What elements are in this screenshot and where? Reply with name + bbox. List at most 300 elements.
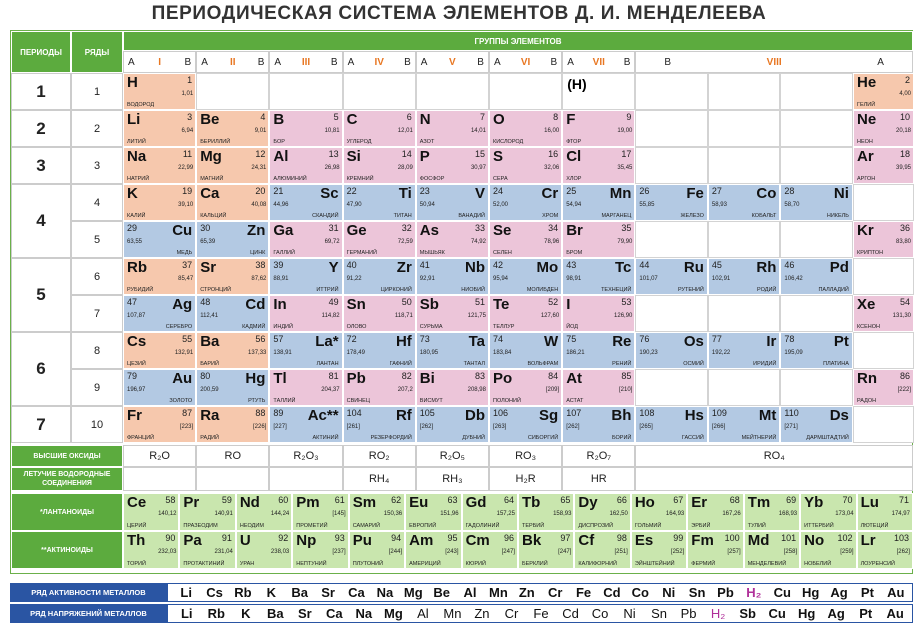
- element-cell[interactable]: [405, 493, 461, 531]
- element-name: АСТАТ: [566, 398, 584, 404]
- element-cell[interactable]: [708, 406, 781, 443]
- atomic-mass: [259]: [840, 549, 854, 555]
- subgroup-label: II: [230, 56, 236, 68]
- subgroup-label: B: [257, 56, 265, 68]
- element-symbol: Lu: [860, 494, 879, 511]
- element-cell[interactable]: [405, 531, 461, 569]
- element-cell[interactable]: [574, 493, 630, 531]
- element-name: ЛЮТЕЦИЙ: [860, 523, 889, 529]
- subgroup-label: I: [158, 56, 161, 68]
- element-cell[interactable]: [635, 258, 708, 295]
- element-cell[interactable]: [236, 493, 292, 531]
- atomic-mass: [257]: [727, 549, 741, 555]
- element-name: ТЕРБИЙ: [522, 523, 545, 529]
- atomic-number: 39: [273, 260, 284, 270]
- element-name: ГАССИЙ: [681, 435, 704, 441]
- element-cell[interactable]: [489, 110, 562, 147]
- atomic-number: 13: [328, 149, 339, 159]
- periodic-table: [10, 30, 913, 574]
- element-symbol: Kr: [857, 222, 874, 239]
- element-symbol: Tb: [522, 494, 541, 511]
- element-name: ГЕЛИЙ: [857, 102, 876, 108]
- subgroup-header: [416, 51, 489, 73]
- element-cell[interactable]: [489, 221, 562, 258]
- atomic-mass: [262]: [419, 424, 434, 430]
- element-cell[interactable]: [269, 147, 342, 184]
- element-name: ТУЛИЙ: [747, 523, 766, 529]
- element-symbol: F: [566, 111, 576, 128]
- atomic-number: 58: [165, 495, 176, 505]
- atomic-number: 51: [474, 297, 485, 307]
- atomic-mass: 196,97: [127, 387, 146, 393]
- element-symbol: Th: [127, 532, 146, 549]
- element-symbol: As: [419, 222, 439, 239]
- atomic-mass: 10,81: [324, 128, 340, 134]
- element-cell[interactable]: [349, 531, 405, 569]
- row-number: 10: [71, 406, 123, 443]
- element-name: УРАН: [239, 561, 255, 567]
- element-cell[interactable]: [196, 332, 269, 369]
- atomic-mass: 186,21: [566, 350, 585, 356]
- atomic-number: 67: [673, 495, 684, 505]
- element-cell[interactable]: [800, 531, 856, 569]
- hydride-cell: [269, 467, 342, 491]
- element-symbol: Ga: [273, 222, 294, 239]
- atomic-mass: 162,50: [609, 511, 628, 517]
- atomic-number: 81: [328, 371, 339, 381]
- element-name: ИНДИЙ: [273, 324, 293, 330]
- element-cell[interactable]: [269, 332, 342, 369]
- subgroup-header: [196, 51, 269, 73]
- element-cell[interactable]: [123, 221, 196, 258]
- element-symbol: Md: [747, 532, 770, 549]
- element-cell[interactable]: [853, 147, 914, 184]
- element-symbol: W: [544, 333, 559, 350]
- element-cell[interactable]: [687, 493, 743, 531]
- atomic-mass: 102,91: [711, 276, 731, 282]
- voltage-symbol: Sr: [297, 606, 312, 621]
- element-name: СУРЬМА: [419, 324, 443, 330]
- atomic-mass: 98,91: [566, 276, 582, 282]
- element-cell[interactable]: [343, 221, 416, 258]
- element-cell[interactable]: [416, 406, 489, 443]
- element-cell[interactable]: [269, 258, 342, 295]
- atomic-mass: 14,01: [470, 128, 486, 134]
- element-symbol: Hf: [395, 333, 412, 350]
- atomic-mass: 50,94: [419, 202, 435, 208]
- element-cell[interactable]: [489, 369, 562, 406]
- element-symbol: Tm: [747, 494, 771, 511]
- element-name: ТЕХНЕЦИЙ: [601, 287, 632, 293]
- element-name: ПРОМЕТИЙ: [296, 523, 328, 529]
- activity-symbol: Ni: [662, 585, 676, 600]
- row-number: 2: [71, 110, 123, 147]
- hydride-formula: H₂R: [489, 467, 562, 491]
- atomic-mass: [251]: [614, 549, 628, 555]
- element-cell[interactable]: [562, 406, 635, 443]
- element-symbol: Fe: [686, 185, 704, 202]
- element-cell[interactable]: [269, 110, 342, 147]
- element-name: ЦЕРИЙ: [127, 523, 147, 529]
- element-name: АРГОН: [857, 176, 876, 182]
- element-cell[interactable]: [857, 493, 913, 531]
- element-symbol: Si: [346, 148, 361, 165]
- atomic-number: 9: [626, 112, 632, 122]
- atomic-number: 28: [784, 186, 795, 196]
- element-cell[interactable]: [196, 369, 269, 406]
- period-number: 7: [11, 406, 71, 443]
- empty-cell: [780, 369, 853, 406]
- element-cell[interactable]: [343, 184, 416, 221]
- element-cell[interactable]: [179, 531, 235, 569]
- atomic-mass: 195,09: [784, 350, 803, 356]
- subgroup-label: B: [184, 56, 192, 68]
- atomic-number: 8: [553, 112, 559, 122]
- element-cell[interactable]: [853, 221, 914, 258]
- atomic-mass: 151,96: [440, 511, 459, 517]
- atomic-mass: [226]: [253, 424, 267, 430]
- element-name: КСЕНОН: [857, 324, 881, 330]
- atomic-mass: 83,80: [895, 239, 911, 245]
- element-cell[interactable]: [123, 369, 196, 406]
- element-name: ВАНАДИЙ: [458, 213, 485, 219]
- atomic-number: 37: [182, 260, 193, 270]
- element-cell[interactable]: [780, 406, 853, 443]
- element-cell[interactable]: [853, 73, 914, 110]
- element-cell[interactable]: [123, 406, 196, 443]
- element-cell[interactable]: [343, 110, 416, 147]
- atomic-number: 79: [127, 371, 138, 381]
- atomic-number: 7: [479, 112, 485, 122]
- voltage-symbol: Ag: [827, 606, 845, 621]
- element-symbol: H: [127, 74, 138, 91]
- element-cell[interactable]: [269, 295, 342, 332]
- element-cell[interactable]: [744, 493, 800, 531]
- element-name: МОЛИБДЕН: [526, 287, 559, 293]
- atomic-mass: 178,49: [346, 350, 365, 356]
- element-cell[interactable]: [635, 406, 708, 443]
- subgroup-label: VIII: [766, 56, 782, 68]
- element-name: ЛОУРЕНСИЙ: [860, 561, 896, 567]
- element-symbol: Po: [493, 370, 513, 387]
- element-cell[interactable]: [196, 221, 269, 258]
- element-cell[interactable]: [708, 184, 781, 221]
- activity-symbol: Hg: [801, 585, 820, 600]
- element-symbol: Cf: [578, 532, 595, 549]
- element-symbol: Mg: [200, 148, 222, 165]
- element-cell[interactable]: [123, 184, 196, 221]
- element-symbol: Li: [127, 111, 141, 128]
- atomic-number: 42: [493, 260, 504, 270]
- element-symbol: Ho: [634, 494, 655, 511]
- element-name: МАРГАНЕЦ: [601, 213, 632, 219]
- atomic-mass: 164,93: [665, 511, 685, 517]
- row-number: 7: [71, 295, 123, 332]
- atomic-number: 83: [474, 371, 485, 381]
- atomic-number: 34: [548, 223, 559, 233]
- element-symbol: Ge: [346, 222, 367, 239]
- activity-symbol: Cu: [773, 585, 791, 600]
- element-cell[interactable]: [489, 332, 562, 369]
- voltage-symbol: H₂: [710, 606, 726, 621]
- element-cell[interactable]: [123, 332, 196, 369]
- element-name: СИБОРГИЙ: [527, 435, 559, 441]
- element-cell[interactable]: [708, 258, 781, 295]
- voltage-symbol: Na: [355, 606, 373, 621]
- element-cell[interactable]: [196, 406, 269, 443]
- oxide-formula: RO₂: [343, 445, 416, 467]
- element-cell[interactable]: [343, 295, 416, 332]
- element-cell[interactable]: [343, 332, 416, 369]
- element-name: ЦЕЗИЙ: [127, 361, 146, 367]
- element-symbol: Cr: [541, 185, 559, 202]
- element-name: ХРОМ: [542, 213, 559, 219]
- element-cell[interactable]: [462, 493, 518, 531]
- atomic-mass: 137,33: [248, 350, 267, 356]
- element-cell[interactable]: [343, 369, 416, 406]
- atomic-mass: 19,00: [617, 128, 633, 134]
- element-name: ПЛАТИНА: [823, 361, 849, 367]
- voltage-symbol: Rb: [207, 606, 225, 621]
- element-symbol: Rb: [127, 259, 147, 276]
- element-name: МАГНИЙ: [200, 176, 224, 182]
- atomic-number: 73: [419, 334, 430, 344]
- element-cell[interactable]: [416, 258, 489, 295]
- element-cell[interactable]: [857, 531, 913, 569]
- atomic-mass: [222]: [897, 387, 911, 393]
- atomic-mass: [227]: [273, 424, 287, 430]
- atomic-number: 85: [621, 371, 632, 381]
- activity-symbol: Mg: [403, 585, 423, 600]
- atomic-mass: 231,04: [214, 549, 233, 555]
- voltage-symbol: Pb: [680, 606, 697, 621]
- element-cell[interactable]: [744, 531, 800, 569]
- element-cell[interactable]: [489, 406, 562, 443]
- element-symbol: Hs: [684, 407, 704, 424]
- element-symbol: Eu: [409, 494, 429, 511]
- element-cell[interactable]: [416, 332, 489, 369]
- element-cell[interactable]: [780, 332, 853, 369]
- atomic-mass: 79,90: [617, 239, 633, 245]
- element-cell[interactable]: [800, 493, 856, 531]
- atomic-number: 98: [616, 533, 627, 543]
- atomic-mass: 200,59: [200, 387, 219, 393]
- atomic-number: 104: [346, 408, 362, 418]
- atomic-number: 89: [273, 408, 284, 418]
- empty-cell: [635, 73, 708, 110]
- element-name: ТИТАН: [393, 213, 412, 219]
- element-cell[interactable]: [123, 258, 196, 295]
- element-cell[interactable]: [635, 332, 708, 369]
- element-symbol: Os: [683, 333, 704, 350]
- atomic-number: 92: [278, 533, 289, 543]
- element-name: НИКЕЛЬ: [826, 213, 849, 219]
- empty-cell: [708, 295, 781, 332]
- element-symbol: Ne: [857, 111, 877, 128]
- element-cell[interactable]: [196, 295, 269, 332]
- element-cell[interactable]: [179, 493, 235, 531]
- element-cell[interactable]: [562, 184, 635, 221]
- atomic-mass: [243]: [445, 549, 459, 555]
- subgroup-header: [269, 51, 342, 73]
- element-cell[interactable]: [269, 221, 342, 258]
- element-name: САМАРИЙ: [352, 523, 381, 529]
- element-cell[interactable]: [269, 369, 342, 406]
- voltage-symbol: Zn: [474, 606, 490, 621]
- element-cell[interactable]: [780, 258, 853, 295]
- element-cell[interactable]: [708, 332, 781, 369]
- element-name: ХЛОР: [566, 176, 582, 182]
- atomic-number: 19: [182, 186, 193, 196]
- element-cell[interactable]: [574, 531, 630, 569]
- element-cell[interactable]: [562, 369, 635, 406]
- element-cell[interactable]: [123, 531, 179, 569]
- empty-cell: [853, 184, 914, 221]
- element-symbol: Be: [200, 111, 220, 128]
- atomic-mass: [210]: [619, 387, 633, 393]
- element-cell[interactable]: [416, 295, 489, 332]
- element-cell[interactable]: [562, 147, 635, 184]
- element-cell[interactable]: [196, 258, 269, 295]
- element-cell[interactable]: [416, 147, 489, 184]
- element-name: РАДОН: [857, 398, 877, 404]
- element-symbol: U: [239, 532, 251, 549]
- element-cell[interactable]: [343, 258, 416, 295]
- atomic-mass: 65,39: [200, 239, 216, 245]
- element-cell[interactable]: [123, 295, 196, 332]
- element-cell[interactable]: [123, 73, 196, 110]
- atomic-mass: 28,09: [397, 165, 413, 171]
- subgroup-label: IV: [374, 56, 384, 68]
- voltage-symbol: Ba: [266, 606, 284, 621]
- element-symbol: In: [273, 296, 287, 313]
- element-cell[interactable]: [635, 184, 708, 221]
- element-cell[interactable]: [343, 406, 416, 443]
- element-cell[interactable]: [196, 184, 269, 221]
- activity-symbol: Cs: [206, 585, 223, 600]
- empty-cell: [853, 406, 914, 443]
- element-cell[interactable]: [489, 147, 562, 184]
- element-cell[interactable]: [269, 406, 342, 443]
- element-cell[interactable]: [123, 147, 196, 184]
- element-cell[interactable]: [343, 147, 416, 184]
- element-cell[interactable]: [853, 369, 914, 406]
- atomic-number: 97: [560, 533, 571, 543]
- element-cell[interactable]: [292, 531, 348, 569]
- element-name: ЭЙНШТЕЙНИЙ: [634, 561, 675, 567]
- element-name: НАТРИЙ: [127, 176, 150, 182]
- atomic-number: 27: [711, 186, 722, 196]
- atomic-number: 91: [221, 533, 232, 543]
- element-cell[interactable]: [853, 110, 914, 147]
- voltage-symbol: Hg: [797, 606, 816, 621]
- empty-cell: [269, 73, 342, 110]
- element-symbol: Fm: [691, 532, 714, 549]
- element-symbol: Rf: [395, 407, 412, 424]
- atomic-number: 60: [278, 495, 289, 505]
- element-cell[interactable]: [518, 531, 574, 569]
- atomic-number: 80: [200, 371, 211, 381]
- empty-cell: [853, 258, 914, 295]
- atomic-mass: 54,94: [566, 202, 582, 208]
- atomic-mass: 174,97: [891, 511, 910, 517]
- element-symbol: Pu: [352, 532, 372, 549]
- element-cell[interactable]: [489, 295, 562, 332]
- element-cell[interactable]: [562, 221, 635, 258]
- voltage-symbol: Al: [417, 606, 429, 621]
- atomic-mass: 95,94: [493, 276, 509, 282]
- element-cell[interactable]: [489, 184, 562, 221]
- element-cell[interactable]: [416, 221, 489, 258]
- element-cell[interactable]: [562, 295, 635, 332]
- voltage-symbol: Co: [591, 606, 609, 621]
- element-symbol: Ir: [766, 333, 777, 350]
- element-cell[interactable]: [236, 531, 292, 569]
- element-cell[interactable]: [416, 184, 489, 221]
- element-symbol: Pm: [296, 494, 320, 511]
- atomic-number: 65: [560, 495, 571, 505]
- voltage-symbol: Au: [886, 606, 904, 621]
- element-cell[interactable]: [562, 258, 635, 295]
- element-name: КРЕМНИЙ: [346, 176, 374, 182]
- element-cell[interactable]: [349, 493, 405, 531]
- element-cell[interactable]: [631, 493, 687, 531]
- element-name: ИРИДИЙ: [753, 361, 777, 367]
- element-symbol: Bi: [419, 370, 435, 387]
- element-symbol: Ra: [200, 407, 220, 424]
- element-cell[interactable]: [196, 110, 269, 147]
- element-cell[interactable]: [518, 493, 574, 531]
- element-name: БОРИЙ: [611, 435, 632, 441]
- element-cell[interactable]: [416, 369, 489, 406]
- atomic-mass: 55,85: [639, 202, 655, 208]
- atomic-mass: 208,98: [467, 387, 486, 393]
- activity-symbol: Mn: [489, 585, 508, 600]
- element-cell[interactable]: [123, 493, 179, 531]
- activity-symbol: Cr: [547, 585, 563, 600]
- element-cell[interactable]: [631, 531, 687, 569]
- atomic-mass: 4,00: [899, 91, 911, 97]
- element-name: ПЛУТОНИЙ: [352, 561, 384, 567]
- element-cell[interactable]: [687, 531, 743, 569]
- element-cell[interactable]: [292, 493, 348, 531]
- element-cell[interactable]: [196, 147, 269, 184]
- element-symbol: Ds: [829, 407, 849, 424]
- atomic-number: 93: [334, 533, 345, 543]
- element-name: РУБИДИЙ: [127, 287, 154, 293]
- element-name: СКАНДИЙ: [312, 213, 339, 219]
- element-symbol: Te: [493, 296, 510, 313]
- element-cell[interactable]: [123, 110, 196, 147]
- element-cell[interactable]: [562, 110, 635, 147]
- element-name: МЕНДЕЛЕВИЙ: [747, 561, 787, 567]
- element-cell[interactable]: [780, 184, 853, 221]
- element-cell[interactable]: [269, 184, 342, 221]
- element-cell[interactable]: [462, 531, 518, 569]
- element-symbol: Yb: [804, 494, 824, 511]
- element-symbol: S: [493, 148, 504, 165]
- element-cell[interactable]: [416, 110, 489, 147]
- atomic-number: 101: [781, 533, 797, 543]
- element-cell[interactable]: [853, 295, 914, 332]
- element-cell[interactable]: [489, 258, 562, 295]
- atomic-number: 53: [621, 297, 632, 307]
- atomic-mass: 44,96: [273, 202, 289, 208]
- atomic-mass: 85,47: [178, 276, 194, 282]
- element-cell[interactable]: [562, 332, 635, 369]
- element-name: АЗОТ: [419, 139, 435, 145]
- element-symbol: K: [127, 185, 138, 202]
